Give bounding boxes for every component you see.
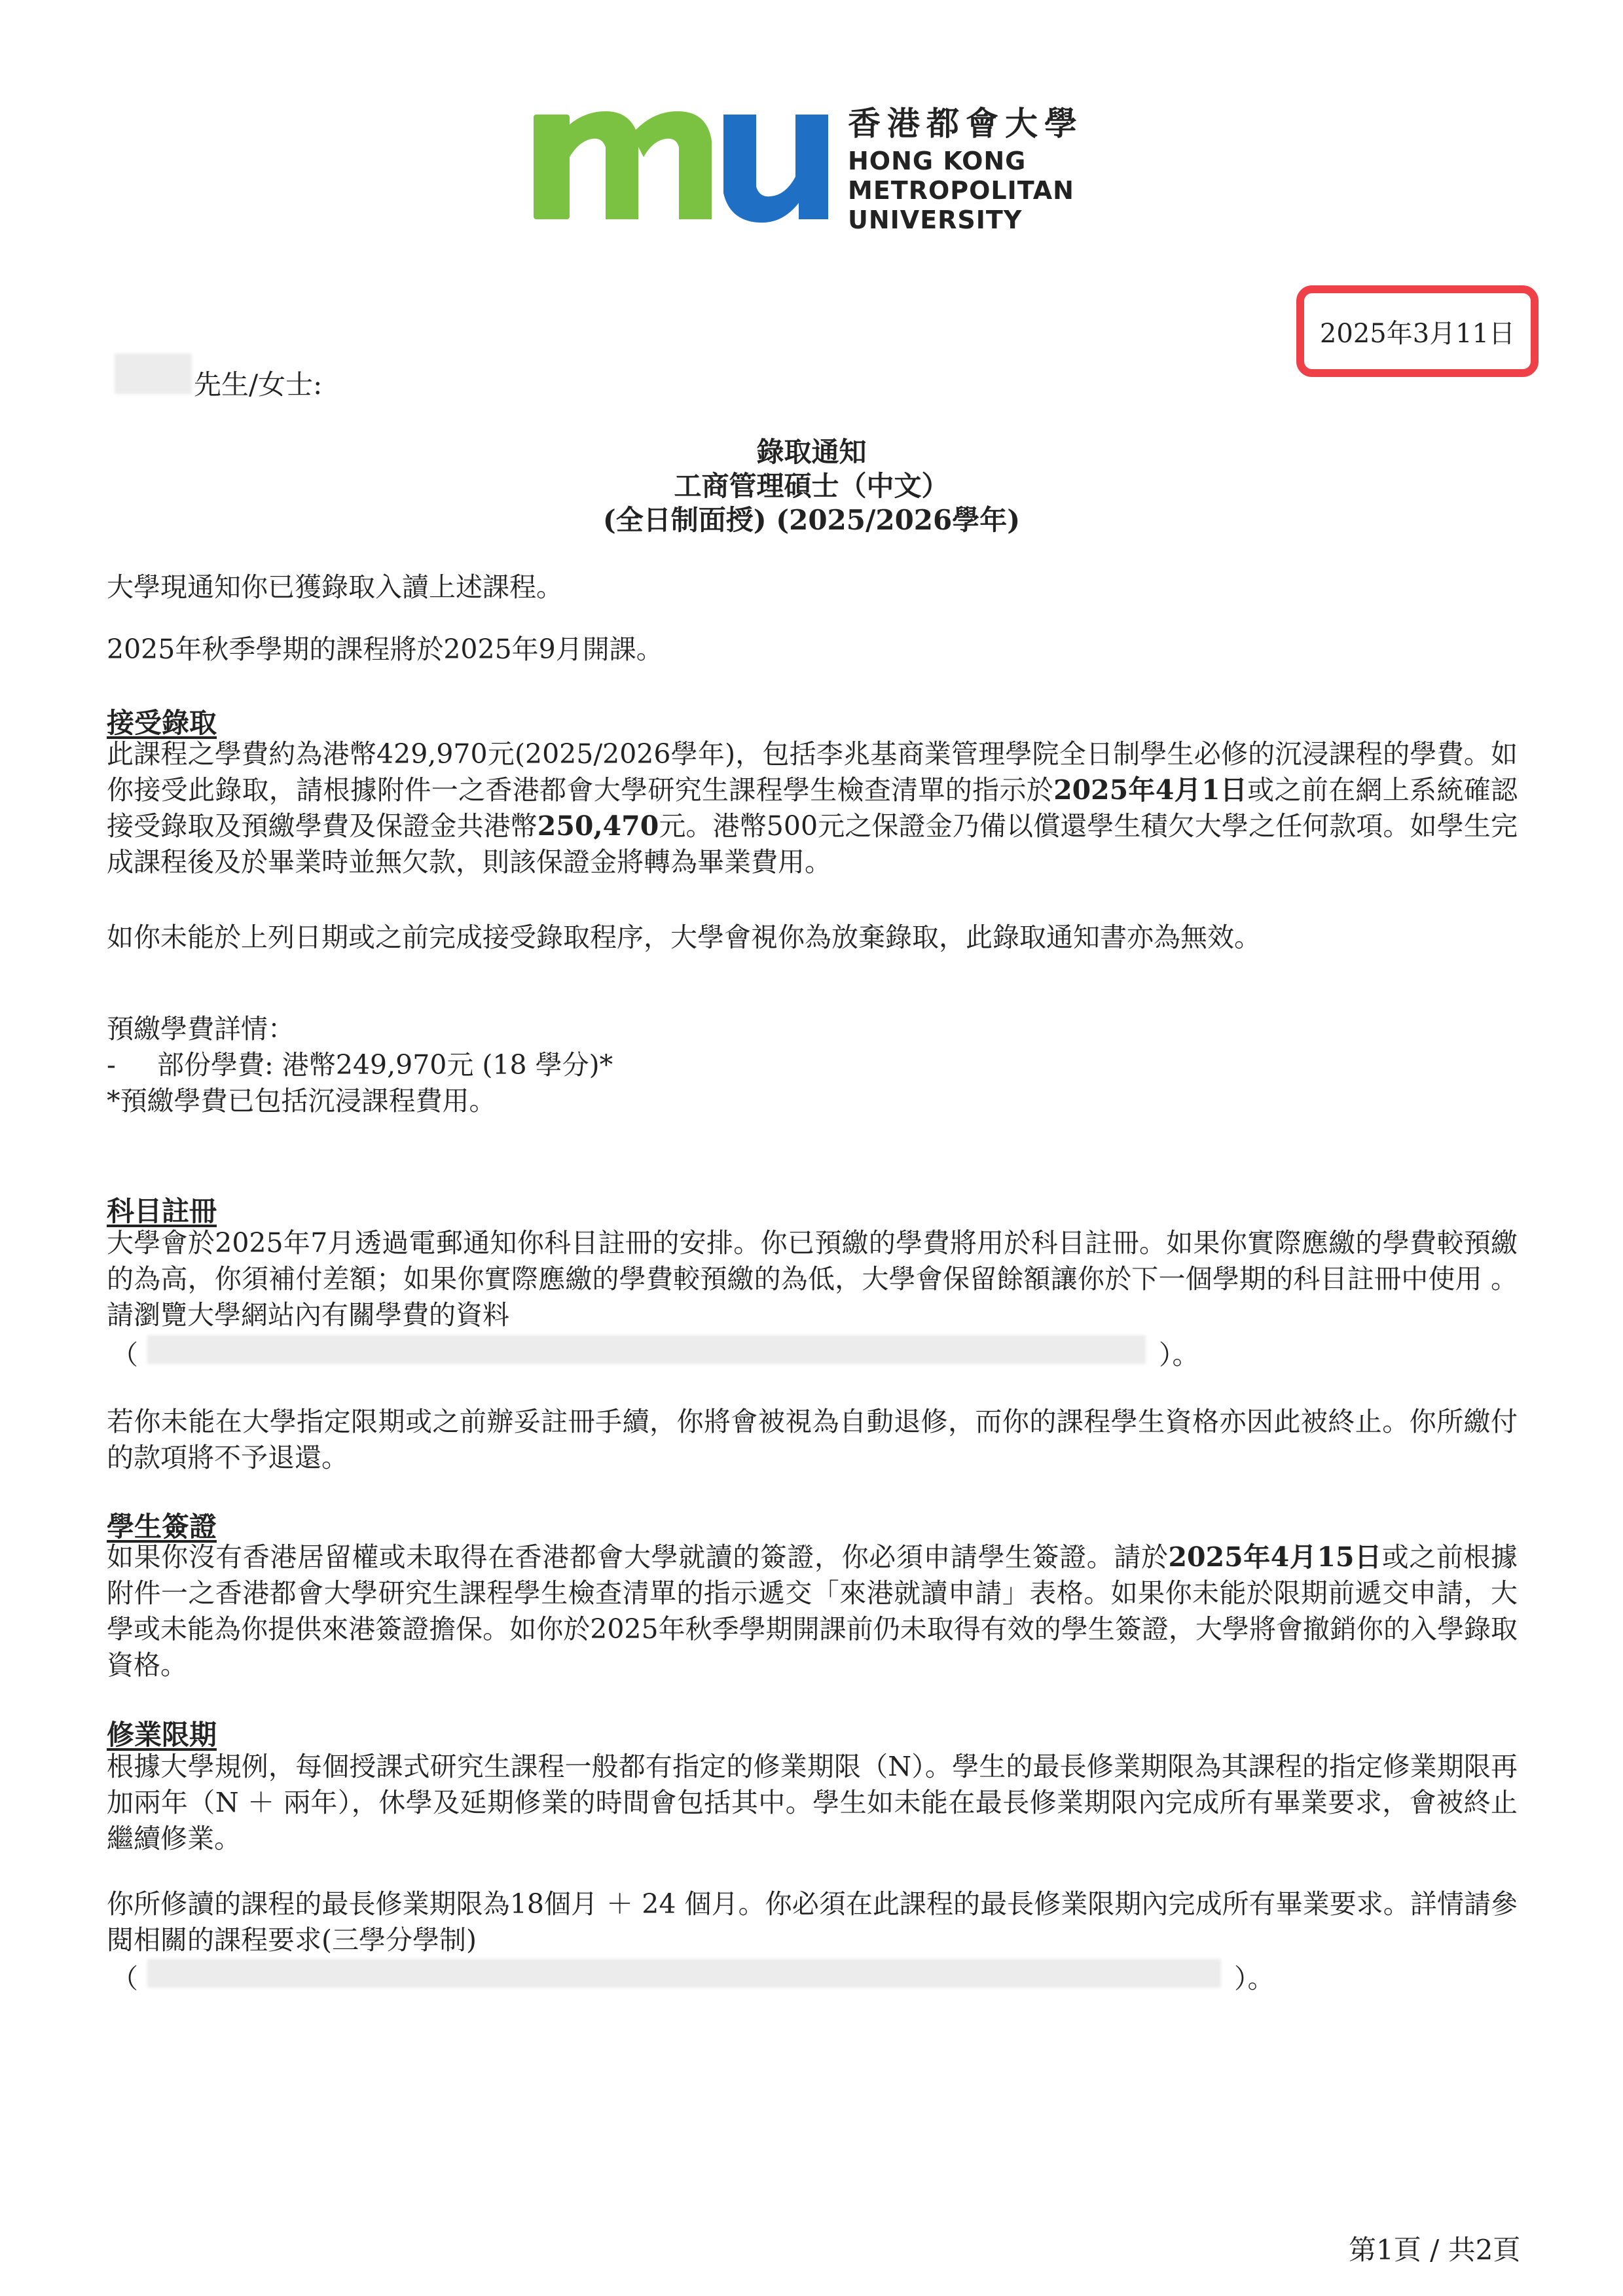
visa-paragraph-1: 如果你沒有香港居留權或未取得在香港都會大學就讀的簽證，你必須申請學生簽證。請於2025年4月15日或之前根據附件一之香港都會大學研究生課程學生檢查清單的指示遞交「來港就讀申請」表格。如果你未能於限期前遞交申請，大學或未能為你提供來港簽證擔保。如你於2025年秋季學期開課前仍未取得有效的學生簽證，大學將會撤銷你的入學錄取資格。 (107, 1541, 1518, 1681)
logo-name-en-2: METROPOLITAN (848, 176, 1074, 205)
accept-paragraph-1: 此課程之學費約為港幣429,970元(2025/2026學年)，包括李兆基商業管理學院全日制學生必修的沉浸課程的學費。如你接受此錄取，請根據附件一之香港都會大學研究生課程學生檢查清單的指示於2025年4月1日或之前在網上系統確認接受錄取及預繳學費及保證金共港幣250,470元。港幣500元之保證金乃備以償還學生積欠大學之任何款項。如學生完成課程後及於畢業時並無欠款，則該保證金將轉為畢業費用。 (107, 738, 1518, 878)
mu-logo-mark (534, 98, 841, 229)
register-paragraph-2: 若你未能在大學指定限期或之前辦妥註冊手續，你將會被視為自動退修，而你的課程學生資格亦因此被終止。你所繳付的款項將不予退還。 (107, 1406, 1518, 1473)
register-heading: 科目註冊 (107, 1195, 217, 1227)
logo-name-en-3: UNIVERSITY (848, 206, 1023, 234)
register-link-open: （ (111, 1339, 138, 1371)
letter-date (1296, 285, 1539, 377)
accept-deadline: 2025年4月1日 (1053, 774, 1248, 806)
register-paragraph-1: 大學會於2025年7月透過電郵通知你科目註冊的安排。你已預繳的學費將用於科目註冊。如果你實際應繳的學費較預繳的為高，你須補付差額；如果你實際應繳的學費較預繳的為低，大學會保留餘額讓你於下一個學期的科目註冊中使用 。請瀏覽大學網站內有關學費的資料 (107, 1227, 1518, 1331)
logo-name-cn: 香港都會大學 (848, 105, 1084, 143)
register-link-close: ）。 (1159, 1339, 1199, 1371)
prepay-note: *預繳學費已包括沉浸課程費用。 (107, 1085, 496, 1117)
duration-paragraph-1: 根據大學規例，每個授課式研究生課程一般都有指定的修業期限（N）。學生的最長修業期限為其課程的指定修業期限再加兩年（N ＋ 兩年），休學及延期修業的時間會包括其中。學生如未能在最長修業期限內完成所有畢業要求，會被終止繼續修業。 (107, 1751, 1518, 1854)
title-line-2: 工商管理碩士（中文） (674, 470, 949, 502)
prepay-item-dash: - (107, 1049, 116, 1081)
duration-paragraph-2: 你所修讀的課程的最長修業期限為18個月 ＋ 24 個月。你必須在此課程的最長修業限期內完成所有畢業要求。詳情請參閱相關的課程要求(三學分學制) (107, 1888, 1518, 1956)
accept-heading: 接受錄取 (107, 707, 217, 739)
duration-link-close: ）。 (1234, 1963, 1275, 1994)
logo-wordmark (848, 101, 1084, 235)
prepay-item: 部份學費: 港幣249,970元 (18 學分)* (157, 1049, 613, 1081)
page-number: 第1頁 / 共2頁 (1349, 2234, 1521, 2266)
intro-paragraph-1: 大學現通知你已獲錄取入讀上述課程。 (107, 571, 563, 603)
title-line-1: 錄取通知 (756, 436, 867, 468)
visa-deadline: 2025年4月15日 (1168, 1541, 1382, 1573)
accept-amount: 250,470 (537, 810, 659, 842)
title-line-3: (全日制面授) (2025/2026學年) (602, 504, 1021, 536)
redacted-link (147, 1335, 1146, 1364)
duration-link-open: （ (111, 1963, 138, 1994)
intro-paragraph-2: 2025年秋季學期的課程將於2025年9月開課。 (107, 634, 663, 665)
logo-name-en-1: HONG KONG (848, 147, 1027, 175)
redacted-link-2 (147, 1959, 1221, 1988)
accept-paragraph-2: 如你未能於上列日期或之前完成接受錄取程序，大學會視你為放棄錄取，此錄取通知書亦為無效。 (107, 922, 1261, 953)
visa-heading: 學生簽證 (107, 1511, 217, 1543)
prepay-title: 預繳學費詳情： (107, 1013, 295, 1045)
redacted-name (115, 353, 192, 394)
university-logo (534, 98, 1090, 234)
date-text: 2025年3月11日 (1319, 318, 1516, 349)
salutation: 先生/女士: (194, 368, 323, 401)
duration-heading: 修業限期 (107, 1719, 217, 1751)
